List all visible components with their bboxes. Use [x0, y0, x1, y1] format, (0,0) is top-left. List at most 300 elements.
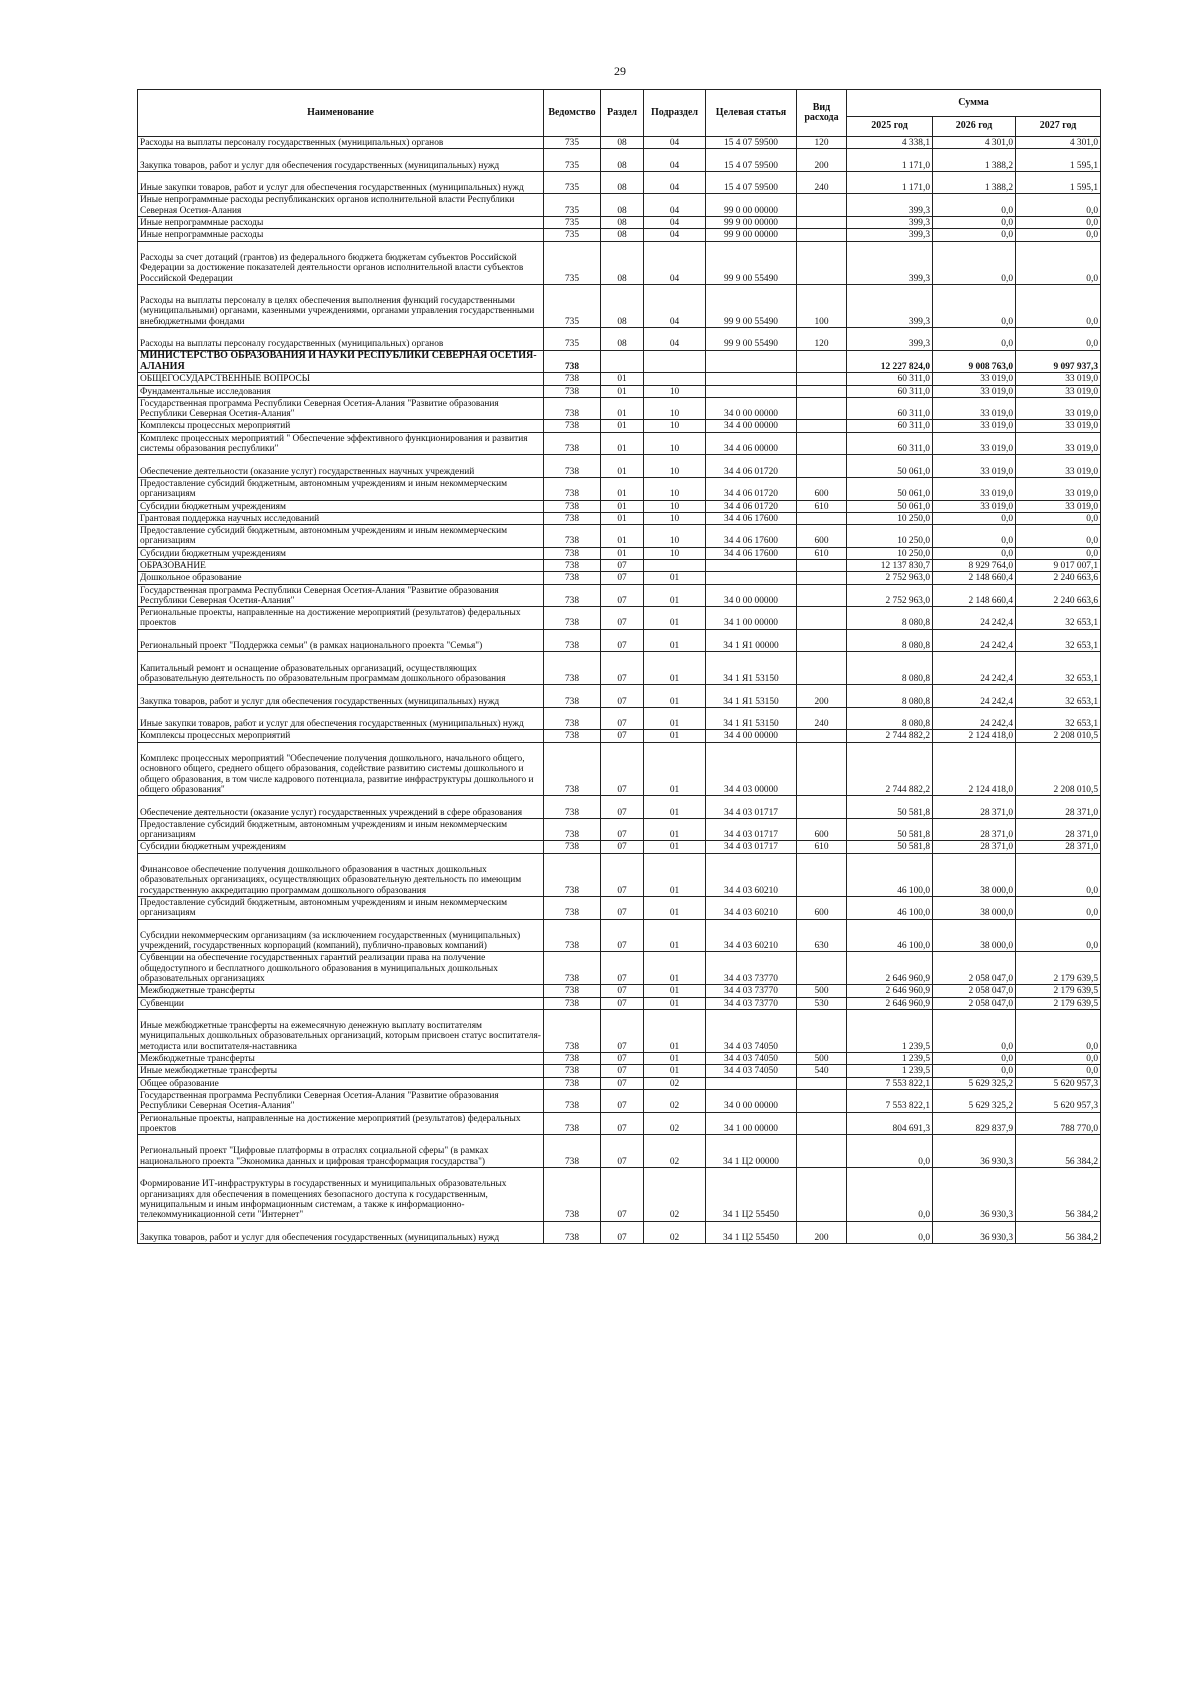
row-sum-2027: 2 179 639,5	[1016, 952, 1101, 985]
row-name: Региональный проект "Цифровые платформы в отраслях социальной сферы" (в рамках национального проекта "Экономика данных и цифровая трансформация государства")	[138, 1135, 544, 1168]
row-section: 01	[601, 455, 644, 478]
row-sum-2027: 33 019,0	[1016, 373, 1101, 385]
table-row	[138, 385, 1101, 397]
header-2026: 2026 год	[933, 117, 1016, 137]
row-sum-2027: 2 240 663,6	[1016, 572, 1101, 584]
table-row	[138, 1009, 1101, 1052]
row-section: 01	[601, 525, 644, 548]
row-sum-2026: 0,0	[933, 241, 1016, 284]
row-name: Субсидии бюджетным учреждениям	[138, 841, 544, 853]
row-section: 07	[601, 607, 644, 630]
row-subsection: 01	[644, 572, 706, 584]
row-name: Грантовая поддержка научных исследований	[138, 512, 544, 524]
row-sum-2027: 33 019,0	[1016, 385, 1101, 397]
row-sum-2027: 9 017 007,1	[1016, 559, 1101, 571]
row-sum-2027: 33 019,0	[1016, 500, 1101, 512]
row-sum-2027: 1 595,1	[1016, 149, 1101, 172]
row-sum-2027: 0,0	[1016, 217, 1101, 229]
row-sum-2026: 0,0	[933, 229, 1016, 241]
row-dept: 738	[544, 1089, 601, 1112]
row-sum-2025: 399,3	[847, 194, 933, 217]
row-sum-2027: 33 019,0	[1016, 420, 1101, 432]
row-sum-2026: 9 008 763,0	[933, 350, 1016, 373]
table-row	[138, 397, 1101, 420]
row-sum-2025: 50 581,8	[847, 841, 933, 853]
row-subsection: 10	[644, 512, 706, 524]
row-sum-2025: 46 100,0	[847, 896, 933, 919]
row-sum-2027: 2 240 663,6	[1016, 584, 1101, 607]
row-section: 07	[601, 1065, 644, 1077]
row-expense-type: 100	[797, 284, 847, 327]
row-sum-2026: 33 019,0	[933, 455, 1016, 478]
table-row	[138, 171, 1101, 194]
row-sum-2025: 60 311,0	[847, 420, 933, 432]
table-row	[138, 373, 1101, 385]
row-target: 34 1 Я1 53150	[706, 652, 797, 685]
table-row	[138, 525, 1101, 548]
row-sum-2027: 5 620 957,3	[1016, 1077, 1101, 1089]
table-row	[138, 572, 1101, 584]
row-section: 07	[601, 853, 644, 896]
row-sum-2025: 8 080,8	[847, 707, 933, 730]
row-dept: 738	[544, 385, 601, 397]
row-sum-2026: 33 019,0	[933, 500, 1016, 512]
row-subsection: 01	[644, 707, 706, 730]
row-name: Предоставление субсидий бюджетным, автономным учреждениям и иным некоммерческим организациям	[138, 818, 544, 841]
row-target: 34 4 06 17600	[706, 512, 797, 524]
row-sum-2025: 0,0	[847, 1135, 933, 1168]
row-sum-2025: 50 581,8	[847, 818, 933, 841]
row-sum-2026: 1 388,2	[933, 171, 1016, 194]
row-target: 34 1 Ц2 00000	[706, 1135, 797, 1168]
row-name: Государственная программа Республики Северная Осетия-Алания "Развитие образования Республики Северная Осетия-Алания"	[138, 397, 544, 420]
row-target: 34 4 06 01720	[706, 477, 797, 500]
row-target: 34 4 03 01717	[706, 796, 797, 819]
row-sum-2026: 0,0	[933, 1053, 1016, 1065]
row-subsection: 04	[644, 137, 706, 149]
row-expense-type	[797, 1009, 847, 1052]
row-sum-2027: 32 653,1	[1016, 707, 1101, 730]
row-target: 34 4 03 01717	[706, 818, 797, 841]
row-sum-2026: 2 058 047,0	[933, 952, 1016, 985]
row-sum-2026: 24 242,4	[933, 685, 1016, 708]
row-section: 08	[601, 194, 644, 217]
row-target: 34 4 06 01720	[706, 500, 797, 512]
row-section: 07	[601, 707, 644, 730]
row-subsection	[644, 350, 706, 373]
row-sum-2027: 28 371,0	[1016, 841, 1101, 853]
row-name: Капитальный ремонт и оснащение образовательных организаций, осуществляющих образовательную деятельность по образовательным программам дошкольного образования	[138, 652, 544, 685]
row-sum-2027: 28 371,0	[1016, 796, 1101, 819]
row-subsection: 02	[644, 1112, 706, 1135]
row-section: 07	[601, 1089, 644, 1112]
row-section: 07	[601, 685, 644, 708]
table-row	[138, 707, 1101, 730]
row-section: 07	[601, 652, 644, 685]
row-expense-type	[797, 952, 847, 985]
row-sum-2025: 60 311,0	[847, 373, 933, 385]
row-dept: 738	[544, 1221, 601, 1244]
row-subsection: 01	[644, 652, 706, 685]
row-target: 34 4 00 00000	[706, 420, 797, 432]
row-section: 08	[601, 241, 644, 284]
table-row	[138, 241, 1101, 284]
table-row	[138, 284, 1101, 327]
row-target: 34 1 Я1 53150	[706, 685, 797, 708]
row-sum-2025: 50 061,0	[847, 500, 933, 512]
table-row	[138, 896, 1101, 919]
row-section: 07	[601, 1009, 644, 1052]
row-sum-2026: 5 629 325,2	[933, 1077, 1016, 1089]
row-target: 34 4 06 00000	[706, 432, 797, 455]
row-section: 08	[601, 217, 644, 229]
row-target: 34 4 03 60210	[706, 853, 797, 896]
row-sum-2026: 0,0	[933, 284, 1016, 327]
row-expense-type: 240	[797, 171, 847, 194]
row-subsection: 10	[644, 500, 706, 512]
row-expense-type	[797, 241, 847, 284]
row-dept: 738	[544, 432, 601, 455]
row-subsection: 10	[644, 385, 706, 397]
row-name: Региональные проекты, направленные на достижение мероприятий (результатов) федеральных проектов	[138, 1112, 544, 1135]
row-subsection: 10	[644, 477, 706, 500]
row-target: 34 4 03 60210	[706, 896, 797, 919]
row-section: 07	[601, 1077, 644, 1089]
row-section: 07	[601, 896, 644, 919]
row-target: 34 4 03 00000	[706, 742, 797, 796]
row-expense-type	[797, 1077, 847, 1089]
row-target: 99 9 00 55490	[706, 284, 797, 327]
row-subsection: 01	[644, 1009, 706, 1052]
row-dept: 735	[544, 284, 601, 327]
row-target	[706, 373, 797, 385]
row-subsection: 04	[644, 194, 706, 217]
row-subsection: 01	[644, 919, 706, 952]
row-sum-2025: 7 553 822,1	[847, 1077, 933, 1089]
row-dept: 738	[544, 477, 601, 500]
row-expense-type	[797, 652, 847, 685]
row-subsection: 04	[644, 284, 706, 327]
row-name: Предоставление субсидий бюджетным, автономным учреждениям и иным некоммерческим организациям	[138, 477, 544, 500]
table-row	[138, 137, 1101, 149]
row-sum-2027: 4 301,0	[1016, 137, 1101, 149]
row-section: 07	[601, 796, 644, 819]
row-subsection	[644, 559, 706, 571]
row-expense-type: 610	[797, 547, 847, 559]
row-section: 08	[601, 171, 644, 194]
row-section: 08	[601, 284, 644, 327]
row-target: 34 1 Ц2 55450	[706, 1221, 797, 1244]
row-sum-2027: 0,0	[1016, 1009, 1101, 1052]
row-sum-2025: 50 581,8	[847, 796, 933, 819]
row-dept: 738	[544, 397, 601, 420]
row-name: Субвенции на обеспечение государственных гарантий реализации права на получение общедоступного и бесплатного дошкольного образования в муниципальных дошкольных образовательных организациях	[138, 952, 544, 985]
row-sum-2026: 0,0	[933, 1009, 1016, 1052]
row-expense-type: 530	[797, 997, 847, 1009]
row-sum-2027: 0,0	[1016, 547, 1101, 559]
row-section: 07	[601, 572, 644, 584]
row-expense-type	[797, 373, 847, 385]
row-sum-2027: 56 384,2	[1016, 1221, 1101, 1244]
row-subsection: 10	[644, 455, 706, 478]
row-subsection: 02	[644, 1135, 706, 1168]
table-row	[138, 730, 1101, 742]
row-name: Комплекс процессных мероприятий " Обеспечение эффективного функционирования и развития системы образования республики"	[138, 432, 544, 455]
row-target	[706, 572, 797, 584]
row-subsection: 04	[644, 328, 706, 351]
row-dept: 735	[544, 194, 601, 217]
row-expense-type	[797, 853, 847, 896]
row-section: 01	[601, 432, 644, 455]
row-target	[706, 1077, 797, 1089]
row-sum-2027: 0,0	[1016, 194, 1101, 217]
row-sum-2027: 0,0	[1016, 919, 1101, 952]
table-row	[138, 350, 1101, 373]
row-section: 07	[601, 559, 644, 571]
row-expense-type	[797, 1112, 847, 1135]
row-sum-2026: 33 019,0	[933, 432, 1016, 455]
row-section: 07	[601, 1112, 644, 1135]
row-sum-2026: 829 837,9	[933, 1112, 1016, 1135]
table-row	[138, 584, 1101, 607]
row-target: 99 9 00 55490	[706, 328, 797, 351]
row-name: Иные непрограммные расходы	[138, 229, 544, 241]
row-target: 34 4 06 17600	[706, 547, 797, 559]
row-name: Фундаментальные исследования	[138, 385, 544, 397]
row-sum-2025: 4 338,1	[847, 137, 933, 149]
row-target: 34 4 03 74050	[706, 1009, 797, 1052]
row-sum-2026: 24 242,4	[933, 652, 1016, 685]
row-section: 07	[601, 1135, 644, 1168]
row-sum-2027: 0,0	[1016, 853, 1101, 896]
row-sum-2025: 50 061,0	[847, 455, 933, 478]
row-name: Субсидии бюджетным учреждениям	[138, 500, 544, 512]
row-sum-2026: 1 388,2	[933, 149, 1016, 172]
row-dept: 738	[544, 455, 601, 478]
row-sum-2027: 32 653,1	[1016, 629, 1101, 652]
row-dept: 738	[544, 525, 601, 548]
row-name: Субсидии некоммерческим организациям (за исключением государственных (муниципальных) учреждений, государственных корпораций (компаний), публично-правовых компаний)	[138, 919, 544, 952]
row-name: Расходы на выплаты персоналу в целях обеспечения выполнения функций государственными (муниципальными) органами, казенными учреждениями, органами управления государственными внебюджетными фондами	[138, 284, 544, 327]
table-row	[138, 420, 1101, 432]
table-row	[138, 919, 1101, 952]
row-name: Межбюджетные трансферты	[138, 985, 544, 997]
row-sum-2025: 12 227 824,0	[847, 350, 933, 373]
row-dept: 735	[544, 229, 601, 241]
row-subsection: 02	[644, 1168, 706, 1222]
row-name: Государственная программа Республики Северная Осетия-Алания "Развитие образования Республики Северная Осетия-Алания"	[138, 584, 544, 607]
table-row	[138, 1077, 1101, 1089]
row-name: Иные закупки товаров, работ и услуг для обеспечения государственных (муниципальных) нужд	[138, 171, 544, 194]
row-sum-2025: 8 080,8	[847, 685, 933, 708]
table-row	[138, 1089, 1101, 1112]
row-section: 08	[601, 328, 644, 351]
row-sum-2025: 0,0	[847, 1168, 933, 1222]
row-subsection: 01	[644, 841, 706, 853]
row-sum-2027: 2 208 010,5	[1016, 742, 1101, 796]
header-2027: 2027 год	[1016, 117, 1101, 137]
row-sum-2025: 399,3	[847, 328, 933, 351]
row-section: 01	[601, 477, 644, 500]
row-subsection	[644, 373, 706, 385]
row-sum-2025: 46 100,0	[847, 919, 933, 952]
row-sum-2025: 10 250,0	[847, 525, 933, 548]
row-dept: 738	[544, 350, 601, 373]
row-expense-type	[797, 512, 847, 524]
row-sum-2026: 38 000,0	[933, 853, 1016, 896]
row-sum-2025: 1 171,0	[847, 171, 933, 194]
row-expense-type	[797, 796, 847, 819]
row-sum-2027: 2 208 010,5	[1016, 730, 1101, 742]
row-subsection: 10	[644, 525, 706, 548]
row-dept: 738	[544, 1065, 601, 1077]
row-target: 34 1 00 00000	[706, 607, 797, 630]
header-dept: Ведомство	[544, 90, 601, 137]
row-subsection: 02	[644, 1221, 706, 1244]
row-sum-2026: 2 124 418,0	[933, 742, 1016, 796]
row-expense-type	[797, 730, 847, 742]
row-dept: 738	[544, 572, 601, 584]
row-sum-2026: 4 301,0	[933, 137, 1016, 149]
row-subsection: 01	[644, 1053, 706, 1065]
row-expense-type	[797, 350, 847, 373]
row-sum-2026: 5 629 325,2	[933, 1089, 1016, 1112]
table-row	[138, 1168, 1101, 1222]
row-sum-2025: 60 311,0	[847, 397, 933, 420]
table-row	[138, 432, 1101, 455]
row-name: Комплексы процессных мероприятий	[138, 420, 544, 432]
row-expense-type: 200	[797, 1221, 847, 1244]
row-dept: 738	[544, 584, 601, 607]
table-row	[138, 1135, 1101, 1168]
row-expense-type: 630	[797, 919, 847, 952]
row-sum-2025: 60 311,0	[847, 432, 933, 455]
row-sum-2027: 0,0	[1016, 284, 1101, 327]
row-section: 01	[601, 512, 644, 524]
row-section: 07	[601, 985, 644, 997]
row-name: Межбюджетные трансферты	[138, 1053, 544, 1065]
row-expense-type	[797, 1089, 847, 1112]
row-name: Расходы за счет дотаций (грантов) из федерального бюджета бюджетам субъектов Российской Федерации за достижение показателей деятельности органов исполнительной власти субъектов Российской Федерации	[138, 241, 544, 284]
row-section: 07	[601, 841, 644, 853]
row-section: 08	[601, 149, 644, 172]
row-subsection: 01	[644, 853, 706, 896]
row-dept: 738	[544, 707, 601, 730]
row-dept: 738	[544, 629, 601, 652]
row-sum-2027: 33 019,0	[1016, 432, 1101, 455]
table-row	[138, 328, 1101, 351]
row-target: 34 4 06 01720	[706, 455, 797, 478]
row-name: Иные непрограммные расходы республиканских органов исполнительной власти Республики Северная Осетия-Алания	[138, 194, 544, 217]
row-subsection: 01	[644, 796, 706, 819]
row-sum-2026: 36 930,3	[933, 1221, 1016, 1244]
row-target: 34 4 06 17600	[706, 525, 797, 548]
row-target: 34 4 03 73770	[706, 985, 797, 997]
row-sum-2026: 33 019,0	[933, 385, 1016, 397]
row-dept: 738	[544, 547, 601, 559]
header-target: Целевая статья	[706, 90, 797, 137]
row-dept: 735	[544, 171, 601, 194]
row-section: 07	[601, 742, 644, 796]
row-sum-2027: 788 770,0	[1016, 1112, 1101, 1135]
row-expense-type	[797, 229, 847, 241]
row-subsection: 01	[644, 896, 706, 919]
row-name: Закупка товаров, работ и услуг для обеспечения государственных (муниципальных) нужд	[138, 149, 544, 172]
row-sum-2025: 12 137 830,7	[847, 559, 933, 571]
row-sum-2025: 399,3	[847, 241, 933, 284]
row-name: Финансовое обеспечение получения дошкольного образования в частных дошкольных образовательных организациях, осуществляющих образовательную деятельность по имеющим государственную аккредитацию программам дошкольного образования	[138, 853, 544, 896]
row-target: 34 4 03 74050	[706, 1065, 797, 1077]
row-dept: 738	[544, 685, 601, 708]
row-expense-type	[797, 455, 847, 478]
row-sum-2026: 33 019,0	[933, 373, 1016, 385]
row-subsection: 02	[644, 1089, 706, 1112]
header-name: Наименование	[138, 90, 544, 137]
row-name: Субсидии бюджетным учреждениям	[138, 547, 544, 559]
table-row	[138, 685, 1101, 708]
row-sum-2025: 2 744 882,2	[847, 730, 933, 742]
row-target: 34 4 03 73770	[706, 997, 797, 1009]
row-section: 07	[601, 730, 644, 742]
row-expense-type	[797, 432, 847, 455]
row-subsection: 02	[644, 1077, 706, 1089]
row-dept: 738	[544, 796, 601, 819]
row-subsection: 01	[644, 952, 706, 985]
row-sum-2026: 24 242,4	[933, 607, 1016, 630]
row-dept: 738	[544, 818, 601, 841]
row-name: МИНИСТЕРСТВО ОБРАЗОВАНИЯ И НАУКИ РЕСПУБЛИКИ СЕВЕРНАЯ ОСЕТИЯ-АЛАНИЯ	[138, 350, 544, 373]
row-name: Расходы на выплаты персоналу государственных (муниципальных) органов	[138, 137, 544, 149]
row-expense-type: 200	[797, 685, 847, 708]
row-target: 34 1 00 00000	[706, 1112, 797, 1135]
row-name: Региональные проекты, направленные на достижение мероприятий (результатов) федеральных проектов	[138, 607, 544, 630]
row-subsection: 01	[644, 1065, 706, 1077]
row-sum-2026: 24 242,4	[933, 707, 1016, 730]
row-expense-type	[797, 572, 847, 584]
row-section: 01	[601, 373, 644, 385]
row-target	[706, 559, 797, 571]
row-target: 99 9 00 00000	[706, 217, 797, 229]
row-name: Закупка товаров, работ и услуг для обеспечения государственных (муниципальных) нужд	[138, 685, 544, 708]
row-dept: 738	[544, 841, 601, 853]
table-row	[138, 194, 1101, 217]
row-sum-2027: 0,0	[1016, 525, 1101, 548]
row-dept: 735	[544, 137, 601, 149]
row-dept: 738	[544, 919, 601, 952]
row-expense-type: 500	[797, 1053, 847, 1065]
table-row	[138, 742, 1101, 796]
header-section: Раздел	[601, 90, 644, 137]
table-row	[138, 512, 1101, 524]
row-target	[706, 385, 797, 397]
row-sum-2025: 7 553 822,1	[847, 1089, 933, 1112]
row-sum-2026: 8 929 764,0	[933, 559, 1016, 571]
row-dept: 735	[544, 241, 601, 284]
row-expense-type	[797, 1135, 847, 1168]
row-sum-2026: 28 371,0	[933, 841, 1016, 853]
row-name: Обеспечение деятельности (оказание услуг) государственных научных учреждений	[138, 455, 544, 478]
row-sum-2027: 2 179 639,5	[1016, 985, 1101, 997]
row-section: 07	[601, 818, 644, 841]
row-sum-2025: 804 691,3	[847, 1112, 933, 1135]
row-expense-type	[797, 217, 847, 229]
table-row	[138, 629, 1101, 652]
row-target: 34 0 00 00000	[706, 584, 797, 607]
row-sum-2027: 0,0	[1016, 1053, 1101, 1065]
row-name: Расходы на выплаты персоналу государственных (муниципальных) органов	[138, 328, 544, 351]
row-target: 15 4 07 59500	[706, 137, 797, 149]
row-name: Комплекс процессных мероприятий "Обеспечение получения дошкольного, начального общего, основного общего, среднего общего образования, содействие развитию системы дошкольного и общего образования, в том числе кадрового потенциала, развитие инфраструктуры дошкольного и общего образования"	[138, 742, 544, 796]
